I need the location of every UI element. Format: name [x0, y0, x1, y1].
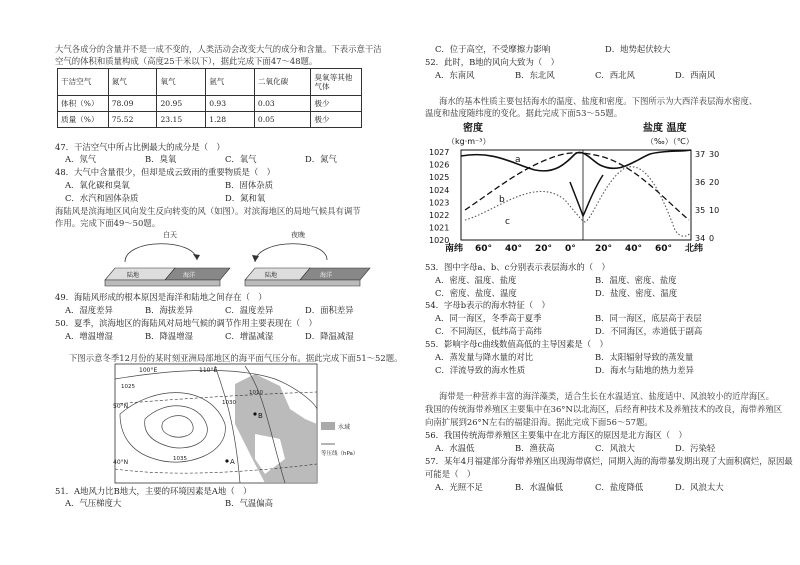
q49-option-b[interactable]: B．海拔差异: [145, 305, 194, 315]
q48-option-b[interactable]: B．固体杂质: [225, 180, 274, 190]
label-lon-100e: 100°E: [139, 367, 158, 374]
arrow-head: [252, 255, 259, 262]
salinity-tick-label: 36: [695, 178, 706, 187]
q48-option-a[interactable]: A．氧化碳和臭氧: [65, 180, 130, 190]
label-density-unit: （kg·m⁻³）: [447, 137, 491, 146]
table-cell: 干洁空气: [58, 69, 109, 96]
q51-stem: 51．A地风力比B地大，主要的环境因素是A地（ ）: [55, 486, 252, 496]
q53-option-c[interactable]: C．密度、盐度、温度: [435, 288, 517, 298]
q53-option-d[interactable]: D．盐度、密度、温度: [595, 288, 678, 298]
label-sal-temp-unit: （‰）（℃）: [646, 137, 694, 146]
latitude-tick-label: 40°: [625, 244, 643, 254]
q56-option-c[interactable]: C．风浪大: [595, 443, 635, 453]
latitude-tick-label: 60°: [655, 244, 673, 254]
day-panel: [105, 230, 230, 286]
density-tick-label: 1027: [429, 148, 450, 157]
q51-option-d[interactable]: D．地势起伏较大: [605, 44, 671, 54]
q57-option-b[interactable]: B．水温偏低: [515, 482, 564, 492]
q52-option-c[interactable]: C．西北风: [595, 70, 635, 80]
q48-stem: 48．大气中含量很少，但却是成云致雨的重要物质是（ ）: [55, 167, 276, 177]
intro-sea-line2: 温度和盐度随纬度的变化。据此完成下面53～55题。: [425, 108, 623, 118]
intro-kelp-line1: 海带是一种营养丰富的海洋藻类，适合生长在水温适宜、盐度适中、风浪较小的近岸海区。: [439, 391, 774, 401]
q55-option-b[interactable]: B．太阳辐射导致的蒸发量: [595, 352, 694, 362]
table-cell: 体积（%）: [58, 96, 109, 112]
q56-option-b[interactable]: B．渔获高: [515, 443, 555, 453]
q52-option-d[interactable]: D．西南风: [675, 70, 716, 80]
q47-option-a[interactable]: A．氖气: [65, 154, 97, 164]
density-ticks: [429, 148, 449, 245]
q50-option-a[interactable]: A．增温增湿: [65, 331, 113, 341]
salinity-tick-label: 34: [695, 234, 706, 243]
legend-water-swatch: [321, 422, 335, 430]
q50-option-d[interactable]: D．降温减湿: [305, 331, 354, 341]
intro-air-line1: 大气各成分的含量并不是一成不变的，人类活动会改变大气的成分和含量。下表示意干洁: [55, 44, 382, 54]
day-block-side: [105, 280, 220, 286]
q53-option-b[interactable]: B．温度、密度、盐度: [595, 275, 677, 285]
density-tick-label: 1020: [429, 236, 450, 246]
latitude-tick-label: 40°: [505, 244, 523, 254]
label-isobar-1030: 1030: [222, 400, 236, 406]
label-lat-50n: 50°N: [113, 403, 129, 410]
density-tick-label: 1022: [429, 211, 450, 220]
table-row: [58, 96, 362, 112]
temperature-tick-label: 30: [709, 150, 720, 159]
label-land-night: 陆地: [265, 272, 278, 279]
intro-air-line2: 空气的体积和质量构成（高度25千米以下），据此完成下面47～48题。: [55, 56, 318, 66]
legend-water-label: 水域: [338, 424, 351, 431]
q57-option-a[interactable]: A．光照不足: [435, 482, 483, 492]
q55-option-d[interactable]: D．海水与陆地的热力差异: [595, 365, 694, 375]
q57-stem-line2: 可能是（ ）: [425, 469, 476, 479]
q52-option-b[interactable]: B．东北风: [515, 70, 555, 80]
q49-stem: 49．海陆风形成的根本原因是海洋和陆地之间存在（ ）: [55, 292, 267, 302]
q56-option-d[interactable]: D．污染轻: [675, 443, 716, 453]
label-isobar-1010: 1010: [249, 390, 263, 396]
curve-b: [465, 153, 689, 220]
sal-temp-ticks: [695, 150, 719, 243]
q54-option-b[interactable]: B．同一海区，底层高于表层: [595, 313, 702, 323]
q51-option-b[interactable]: B．气温偏高: [225, 498, 274, 508]
q57-option-c[interactable]: C．盐度降低: [595, 482, 644, 492]
table-cell: 0.93: [206, 96, 255, 112]
point-b-marker: [253, 412, 256, 415]
q47-stem: 47．干洁空气中所占比例最大的成分是（ ）: [55, 142, 225, 152]
label-isobar-1035: 1035: [173, 456, 187, 462]
latitude-tick-label: 20°: [535, 244, 553, 254]
latitude-tick-label: 0°: [565, 244, 576, 254]
latitude-tick-label: 20°: [595, 244, 613, 254]
label-night: 夜晚: [291, 231, 305, 239]
q47-option-c[interactable]: C．氧气: [225, 154, 257, 164]
table-cell: 二氧化碳: [254, 69, 311, 96]
q55-option-a[interactable]: A．蒸发量与降水量的对比: [435, 352, 534, 362]
salinity-tick-label: 35: [695, 206, 706, 215]
intro-wind-line2: 作用。完成下面49～50题。: [55, 218, 161, 228]
label-isobar-1025: 1025: [121, 384, 135, 390]
salinity-tick-label: 37: [695, 150, 706, 159]
latitude-tick-label: 南纬: [445, 244, 464, 254]
density-tick-label: 1025: [429, 173, 450, 183]
table-cell: 78.09: [108, 96, 157, 112]
label-sea-night: 海洋: [320, 272, 333, 279]
label-point-b: B: [258, 412, 263, 420]
q51-option-a[interactable]: A．气压梯度大: [65, 498, 122, 508]
density-tick-label: 1024: [429, 185, 450, 195]
table-cell: 极少: [311, 96, 362, 112]
density-tick-label: 1023: [429, 198, 450, 208]
point-a-marker: [225, 459, 228, 462]
q54-option-d[interactable]: D．不同海区，赤道低于副高: [595, 326, 703, 336]
q57-option-d[interactable]: D．风浪太大: [675, 482, 724, 492]
night-block-side: [245, 280, 360, 286]
q47-option-b[interactable]: B．臭氧: [145, 154, 177, 164]
label-land-day: 陆地: [127, 272, 140, 279]
q50-option-b[interactable]: B．降温增湿: [145, 331, 194, 341]
q57-stem: 57．某年4月福建部分海带养殖区出现海带腐烂，同期入海的海带暴发期出现了大面积腐烂，原因最: [425, 456, 793, 466]
table-cell: 0.03: [254, 96, 311, 112]
table-row: [58, 112, 362, 128]
label-point-a: A: [230, 458, 235, 466]
q48-option-d[interactable]: D．氮和氧: [225, 193, 266, 203]
q55-stem: 55．影响字母c曲线数值高低的主导因素是（ ）: [425, 339, 608, 349]
arrow-head: [193, 254, 200, 260]
q50-stem: 50．夏季，滨海地区的海陆风对局地气候的调节作用主要表现在（ ）: [55, 318, 317, 328]
q54-stem: 54．字母b表示的海水特征（ ）: [425, 300, 550, 310]
table-cell: 0.05: [254, 112, 311, 128]
curve-b-label: b: [499, 195, 505, 205]
legend-isobar-label: 等压线（hPa）: [321, 451, 359, 457]
q56-stem: 56．我国传统海带养殖区主要集中在北方海区的原因是北方海区（ ）: [425, 430, 687, 440]
label-sal-temp-title: 盐度 温度: [643, 123, 687, 134]
night-sea-block: [300, 268, 370, 280]
temperature-tick-label: 0: [709, 234, 715, 243]
q48-option-c[interactable]: C．水汽和固体杂质: [65, 193, 139, 203]
q50-option-c[interactable]: C．增温减湿: [225, 331, 274, 341]
q53-stem: 53．图中字母a、b、c分别表示表层海水的（ ）: [425, 262, 610, 272]
day-circulation-arrow: [125, 244, 197, 262]
density-tick-label: 1021: [429, 223, 450, 233]
temperature-tick-label: 20: [709, 178, 720, 187]
q55-option-c[interactable]: C．洋流导致的海水性质: [435, 365, 526, 375]
sea-land-breeze-diagram: [105, 228, 385, 290]
temperature-tick-label: 10: [709, 206, 720, 215]
q52-stem: 52．此时，B地的风向大致为（ ）: [425, 57, 560, 67]
latitude-tick-label: 60°: [475, 244, 493, 254]
table-cell: 极少: [311, 112, 362, 128]
intro-map: 下图示意冬季12月份的某时刻亚洲局部地区的海平面气压分布。据此完成下面51～52题。: [69, 353, 403, 363]
table-cell: 臭氧等其他气体: [311, 69, 362, 96]
q53-option-a[interactable]: A．密度、温度、盐度: [435, 275, 517, 285]
label-lat-40n: 40°N: [113, 459, 129, 466]
plot-frame: [461, 150, 691, 240]
q47-option-d[interactable]: D．氮气: [305, 154, 337, 164]
curve-a-dip: [570, 175, 603, 216]
latitude-labels: [445, 242, 703, 254]
day-sea-block: [165, 268, 230, 280]
q54-option-c[interactable]: C．不同海区，低纬高于高纬: [435, 326, 542, 336]
table-cell: 23.15: [157, 112, 206, 128]
q51-option-c[interactable]: C．位于高空，不受摩擦力影响: [435, 44, 551, 54]
density-tick-label: 1026: [429, 160, 450, 170]
curve-c-label: c: [505, 217, 510, 227]
label-lon-110e: 110°E: [199, 367, 218, 374]
q56-option-a[interactable]: A．水温低: [435, 443, 475, 453]
latitude-tick-label: 北纬: [685, 244, 704, 254]
q49-option-a[interactable]: A．湿度差异: [65, 305, 113, 315]
table-header-row: [58, 69, 362, 96]
night-circulation-arrow: [255, 244, 327, 262]
q49-option-d[interactable]: D．面积差异: [305, 305, 354, 315]
label-day: 白天: [163, 231, 177, 239]
intro-kelp-line2: 我国的传统海带养殖区主要集中在36°N以北海区，后经育种技术及养殖技术的改良，海带养殖区: [425, 404, 783, 414]
curve-a-label: a: [515, 155, 521, 165]
ocean-property-chart: [425, 120, 725, 256]
q52-option-a[interactable]: A．东南风: [435, 70, 475, 80]
label-sea-day: 海洋: [183, 272, 196, 279]
table-cell: 氩气: [206, 69, 255, 96]
table-cell: 氮气: [108, 69, 157, 96]
intro-wind-line1: 海陆风是滨海地区风向发生反向转变的风（如图）。对滨海地区的局地气候具有调节: [55, 206, 361, 216]
intro-kelp-line3: 向南扩展到26°N左右的福建沿海。据此完成下面56～57题。: [425, 417, 653, 427]
day-land-block: [105, 268, 175, 280]
air-composition-table: [57, 68, 362, 128]
table-cell: 氧气: [157, 69, 206, 96]
pressure-map: [115, 364, 377, 484]
q49-option-c[interactable]: C．温度差异: [225, 305, 274, 315]
table-cell: 75.52: [108, 112, 157, 128]
label-density-title: 密度: [463, 123, 483, 134]
night-panel: [245, 230, 370, 286]
table-cell: 1.28: [206, 112, 255, 128]
intro-sea-line1: 海水的基本性质主要包括海水的温度、盐度和密度。下图所示为大西洋表层海水密度、: [439, 96, 758, 106]
table-cell: 20.95: [157, 96, 206, 112]
night-land-block: [245, 268, 310, 280]
q54-option-a[interactable]: A．同一海区，冬季高于夏季: [435, 313, 542, 323]
table-cell: 质量（%）: [58, 112, 109, 128]
